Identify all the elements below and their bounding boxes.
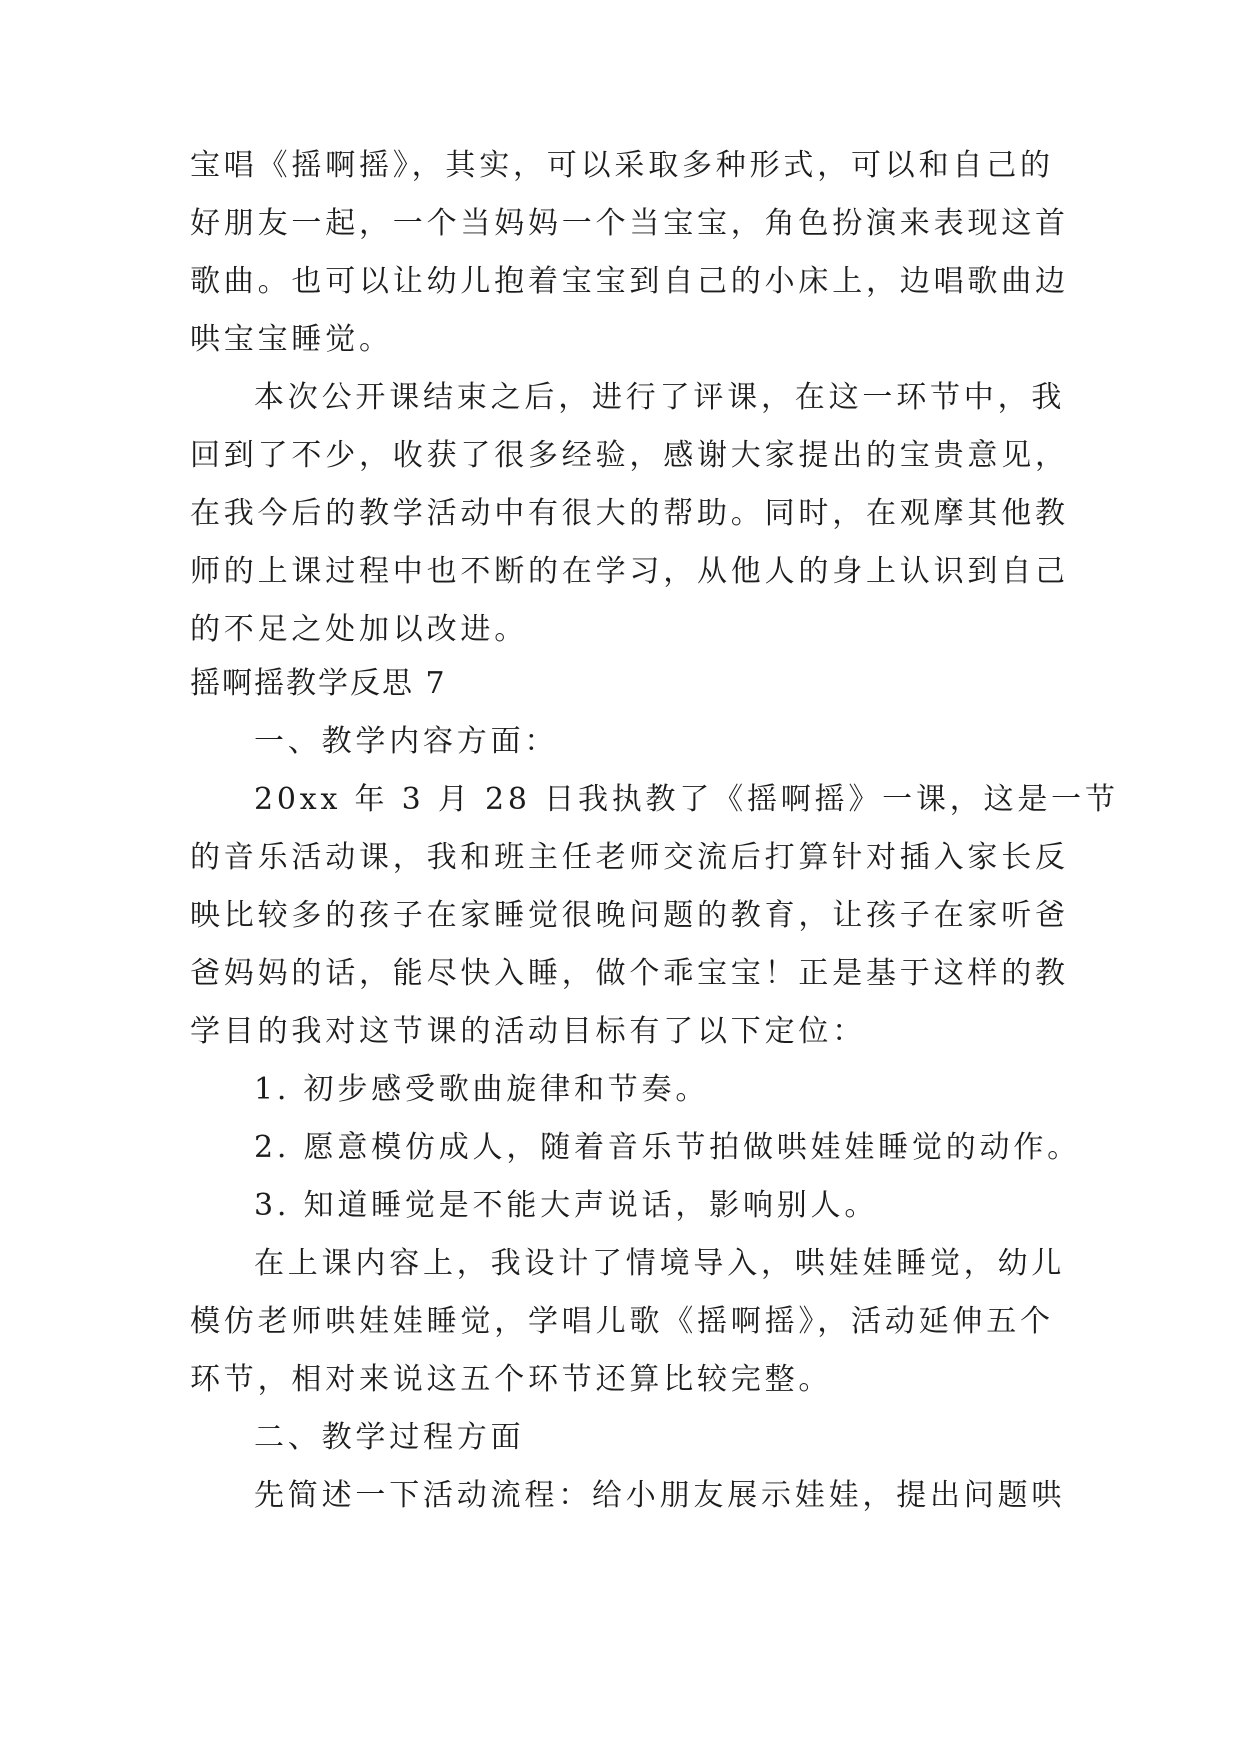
paragraph-first-line: 在上课内容上，我设计了情境导入，哄娃娃睡觉，幼儿 xyxy=(254,1246,1066,1281)
paragraph-first-line: 本次公开课结束之后，进行了评课，在这一环节中，我 xyxy=(254,380,1066,415)
body-text-line: 的不足之处加以改进。 xyxy=(190,612,528,647)
list-item: 1. 初步感受歌曲旋律和节奏。 xyxy=(254,1072,710,1107)
body-text-line: 映比较多的孩子在家睡觉很晚问题的教育，让孩子在家听爸 xyxy=(190,898,1069,933)
body-text-line: 师的上课过程中也不断的在学习，从他人的身上认识到自己 xyxy=(190,554,1069,589)
list-item: 2. 愿意模仿成人，随着音乐节拍做哄娃娃睡觉的动作。 xyxy=(254,1130,1081,1165)
body-text-line: 的音乐活动课，我和班主任老师交流后打算针对插入家长反 xyxy=(190,840,1069,875)
subsection-heading: 一、教学内容方面： xyxy=(254,724,559,759)
body-text-line: 歌曲。也可以让幼儿抱着宝宝到自己的小床上，边唱歌曲边 xyxy=(190,264,1069,299)
body-text-line: 环节，相对来说这五个环节还算比较完整。 xyxy=(190,1362,833,1397)
paragraph-first-line: 20xx 年 3 月 28 日我执教了《摇啊摇》一课，这是一节 xyxy=(254,782,1119,817)
section-title: 摇啊摇教学反思 7 xyxy=(190,666,447,701)
list-item: 3. 知道睡觉是不能大声说话，影响别人。 xyxy=(254,1188,879,1223)
body-text-line: 哄宝宝睡觉。 xyxy=(190,322,393,357)
body-text-line: 学目的我对这节课的活动目标有了以下定位： xyxy=(190,1014,866,1049)
body-text-line: 在我今后的教学活动中有很大的帮助。同时，在观摩其他教 xyxy=(190,496,1069,531)
body-text-line: 好朋友一起，一个当妈妈一个当宝宝，角色扮演来表现这首 xyxy=(190,206,1069,241)
paragraph-first-line: 先简述一下活动流程：给小朋友展示娃娃，提出问题哄 xyxy=(254,1478,1066,1513)
subsection-heading: 二、教学过程方面 xyxy=(254,1420,525,1455)
body-text-line: 爸妈妈的话，能尽快入睡，做个乖宝宝！正是基于这样的教 xyxy=(190,956,1069,991)
body-text-line: 模仿老师哄娃娃睡觉，学唱儿歌《摇啊摇》，活动延伸五个 xyxy=(190,1304,1054,1339)
body-text-line: 回到了不少，收获了很多经验，感谢大家提出的宝贵意见， xyxy=(190,438,1069,473)
body-text-line: 宝唱《摇啊摇》，其实，可以采取多种形式，可以和自己的 xyxy=(190,148,1054,183)
